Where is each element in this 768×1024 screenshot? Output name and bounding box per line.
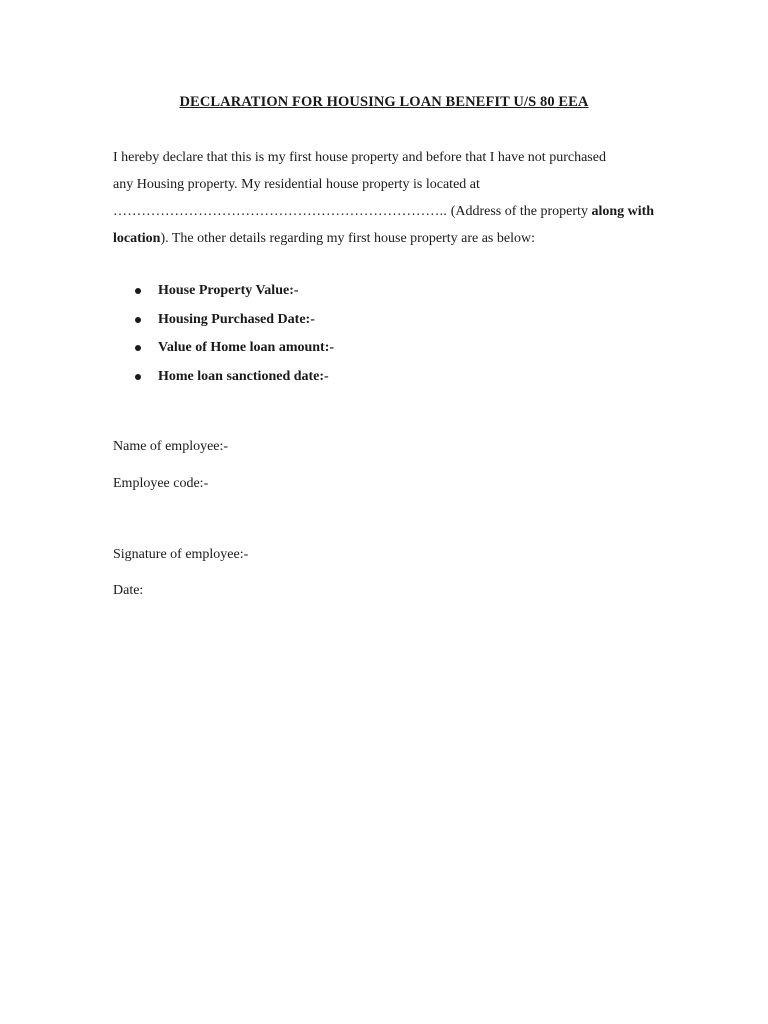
signature-field: Signature of employee:- bbox=[113, 547, 249, 562]
list-item bbox=[113, 363, 334, 392]
paragraph-line-3 bbox=[113, 198, 673, 225]
bullet-icon bbox=[135, 317, 141, 323]
bullet-icon bbox=[135, 288, 141, 294]
address-placeholder-dots: …………………………………………………………….. bbox=[113, 204, 451, 219]
bullet-label-loan-amount: Value of Home loan amount:- bbox=[158, 340, 335, 355]
paragraph-line-4 bbox=[113, 225, 673, 252]
bullet-label-sanctioned-date: Home loan sanctioned date:- bbox=[158, 368, 329, 384]
employee-code-field: Employee code:- bbox=[113, 476, 209, 491]
bullet-label-purchased-date: Housing Purchased Date:- bbox=[158, 311, 315, 327]
document-title: DECLARATION FOR HOUSING LOAN BENEFIT U/S 80 EEA bbox=[179, 94, 589, 110]
list-item bbox=[113, 306, 334, 335]
details-intro: ). The other details regarding my first house property are as below: bbox=[160, 231, 535, 246]
paragraph-line-2: any Housing property. My residential house property is located at bbox=[113, 177, 480, 192]
declaration-paragraph bbox=[113, 144, 673, 252]
date-field: Date: bbox=[113, 583, 144, 598]
employee-name-field: Name of employee:- bbox=[113, 439, 229, 454]
bullet-icon bbox=[135, 345, 141, 351]
address-note: (Address of the property bbox=[450, 204, 592, 219]
list-item bbox=[113, 334, 334, 363]
bullet-icon bbox=[135, 374, 141, 380]
address-note-bold: along with bbox=[591, 204, 655, 219]
property-details-list bbox=[113, 277, 334, 391]
list-item bbox=[113, 277, 334, 306]
paragraph-line-1: I hereby declare that this is my first house property and before that I have not purchased bbox=[113, 150, 606, 165]
location-bold: location bbox=[113, 231, 161, 246]
bullet-label-property-value: House Property Value:- bbox=[158, 283, 299, 298]
